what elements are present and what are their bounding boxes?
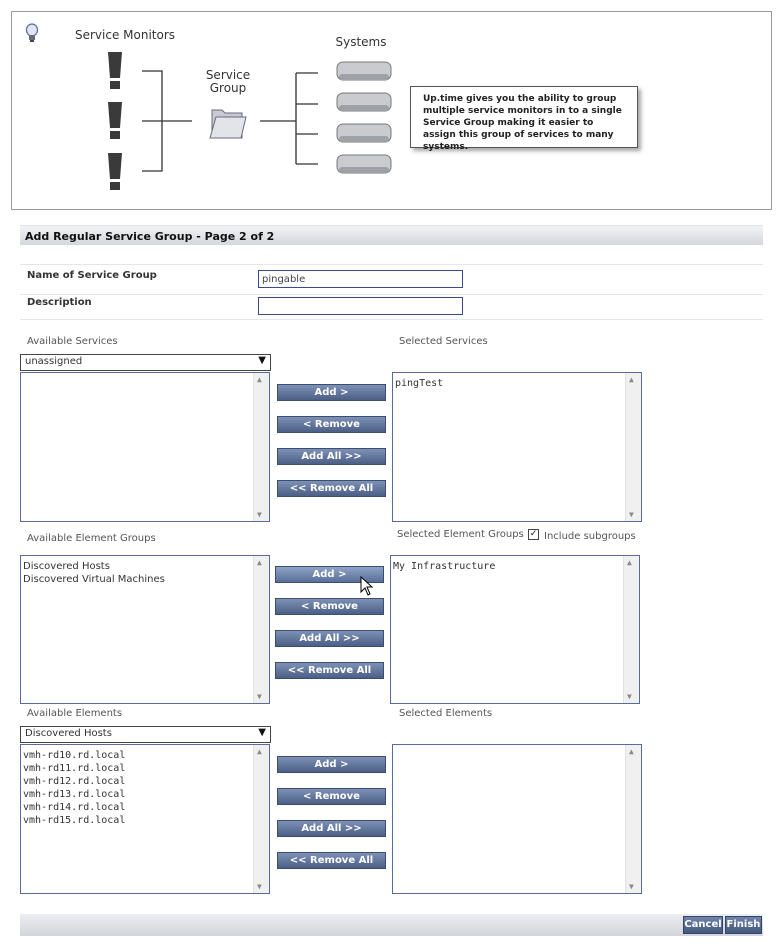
scroll-up-icon[interactable]: ▲ — [257, 747, 262, 756]
list-item[interactable]: vmh-rd15.rd.local — [23, 815, 126, 826]
list-item[interactable]: vmh-rd13.rd.local — [23, 789, 126, 800]
dropdown-arrow-icon: ▼ — [258, 355, 266, 366]
description-input[interactable] — [258, 297, 463, 315]
description-label: Description — [27, 297, 92, 308]
server-icon — [337, 93, 391, 111]
scroll-up-icon[interactable]: ▲ — [629, 375, 634, 384]
scroll-up-icon[interactable]: ▲ — [627, 558, 632, 567]
available-element-groups-items — [23, 560, 165, 586]
lightbulb-icon — [24, 22, 40, 44]
list-item[interactable]: My Infrastructure — [393, 561, 496, 572]
element-groups-remove-button[interactable]: < Remove — [275, 598, 384, 615]
selected-element-groups-items — [393, 560, 495, 573]
scrollbar[interactable] — [253, 745, 269, 893]
selected-element-groups-label: Selected Element Groups — [397, 529, 524, 540]
services-add-all-button[interactable]: Add All >> — [277, 448, 386, 465]
available-element-groups-label: Available Element Groups — [27, 533, 156, 544]
list-item[interactable]: Discovered Virtual Machines — [23, 574, 165, 585]
selected-services-label: Selected Services — [399, 336, 488, 347]
scrollbar[interactable] — [625, 745, 641, 893]
dropdown-arrow-icon: ▼ — [258, 727, 266, 738]
footer-bar — [20, 914, 763, 936]
services-add-button[interactable]: Add > — [277, 384, 386, 401]
scroll-down-icon[interactable]: ▼ — [257, 692, 262, 701]
folder-icon — [208, 102, 248, 142]
element-groups-add-button[interactable]: Add > — [275, 566, 384, 583]
server-icon — [337, 155, 391, 173]
selected-elements-list[interactable] — [392, 744, 642, 894]
list-item[interactable]: pingTest — [395, 378, 444, 389]
scroll-down-icon[interactable]: ▼ — [257, 882, 262, 891]
scroll-down-icon[interactable]: ▼ — [627, 692, 632, 701]
elements-remove-button[interactable]: < Remove — [277, 788, 386, 805]
diagram-tip-callout: Up.time gives you the ability to group multiple service monitors in to a single Service Group making it easier to assign this group of services to many systems. — [410, 86, 638, 148]
available-services-label: Available Services — [27, 336, 118, 347]
scroll-up-icon[interactable]: ▲ — [257, 375, 262, 384]
server-icon — [337, 62, 391, 80]
scrollbar[interactable] — [253, 556, 269, 703]
selected-services-items — [395, 377, 443, 390]
finish-button[interactable]: Finish — [725, 916, 762, 934]
cancel-button[interactable]: Cancel — [683, 916, 723, 934]
element-groups-remove-all-button[interactable]: << Remove All — [275, 662, 384, 679]
selected-services-list[interactable] — [392, 372, 642, 522]
elements-remove-all-button[interactable]: << Remove All — [277, 852, 386, 869]
monitor-icon — [108, 153, 122, 190]
selected-element-groups-list[interactable] — [390, 555, 640, 704]
page-title: Add Regular Service Group - Page 2 of 2 — [20, 225, 763, 245]
elements-filter-select[interactable]: Discovered Hosts ▼ — [20, 726, 271, 743]
monitor-icon — [108, 102, 122, 139]
list-item[interactable]: vmh-rd10.rd.local — [23, 750, 126, 761]
list-item[interactable]: Discovered Hosts — [23, 561, 110, 572]
available-elements-label: Available Elements — [27, 708, 123, 719]
scrollbar[interactable] — [623, 556, 639, 703]
scroll-up-icon[interactable]: ▲ — [629, 747, 634, 756]
name-label: Name of Service Group — [27, 270, 157, 281]
scrollbar[interactable] — [253, 373, 269, 521]
mouse-cursor-icon — [360, 576, 374, 597]
systems-label: Systems — [335, 35, 387, 49]
service-monitor-icons — [105, 50, 127, 192]
available-element-groups-list[interactable] — [20, 555, 270, 704]
system-server-icons — [334, 58, 396, 182]
include-subgroups-label: Include subgroups — [544, 531, 636, 542]
available-services-list[interactable] — [20, 372, 270, 522]
include-subgroups-checkbox[interactable]: ✓ — [529, 529, 538, 539]
list-item[interactable]: vmh-rd12.rd.local — [23, 776, 126, 787]
monitor-icon — [108, 52, 122, 89]
services-filter-select[interactable]: unassigned ▼ — [20, 354, 271, 371]
service-monitors-label: Service Monitors — [74, 28, 176, 42]
scroll-down-icon[interactable]: ▼ — [629, 510, 634, 519]
services-remove-all-button[interactable]: << Remove All — [277, 480, 386, 497]
service-group-label: Service Group — [205, 68, 251, 95]
scrollbar[interactable] — [625, 373, 641, 521]
services-remove-button[interactable]: < Remove — [277, 416, 386, 433]
elements-add-all-button[interactable]: Add All >> — [277, 820, 386, 837]
scroll-down-icon[interactable]: ▼ — [257, 510, 262, 519]
available-elements-list[interactable] — [20, 744, 270, 894]
name-input[interactable] — [258, 270, 463, 288]
list-item[interactable]: vmh-rd11.rd.local — [23, 763, 126, 774]
scroll-up-icon[interactable]: ▲ — [257, 558, 262, 567]
selected-elements-label: Selected Elements — [399, 708, 493, 719]
list-item[interactable]: vmh-rd14.rd.local — [23, 802, 126, 813]
available-elements-items — [23, 749, 125, 827]
elements-add-button[interactable]: Add > — [277, 756, 386, 773]
scroll-down-icon[interactable]: ▼ — [629, 882, 634, 891]
element-groups-add-all-button[interactable]: Add All >> — [275, 630, 384, 647]
server-icon — [337, 124, 391, 142]
